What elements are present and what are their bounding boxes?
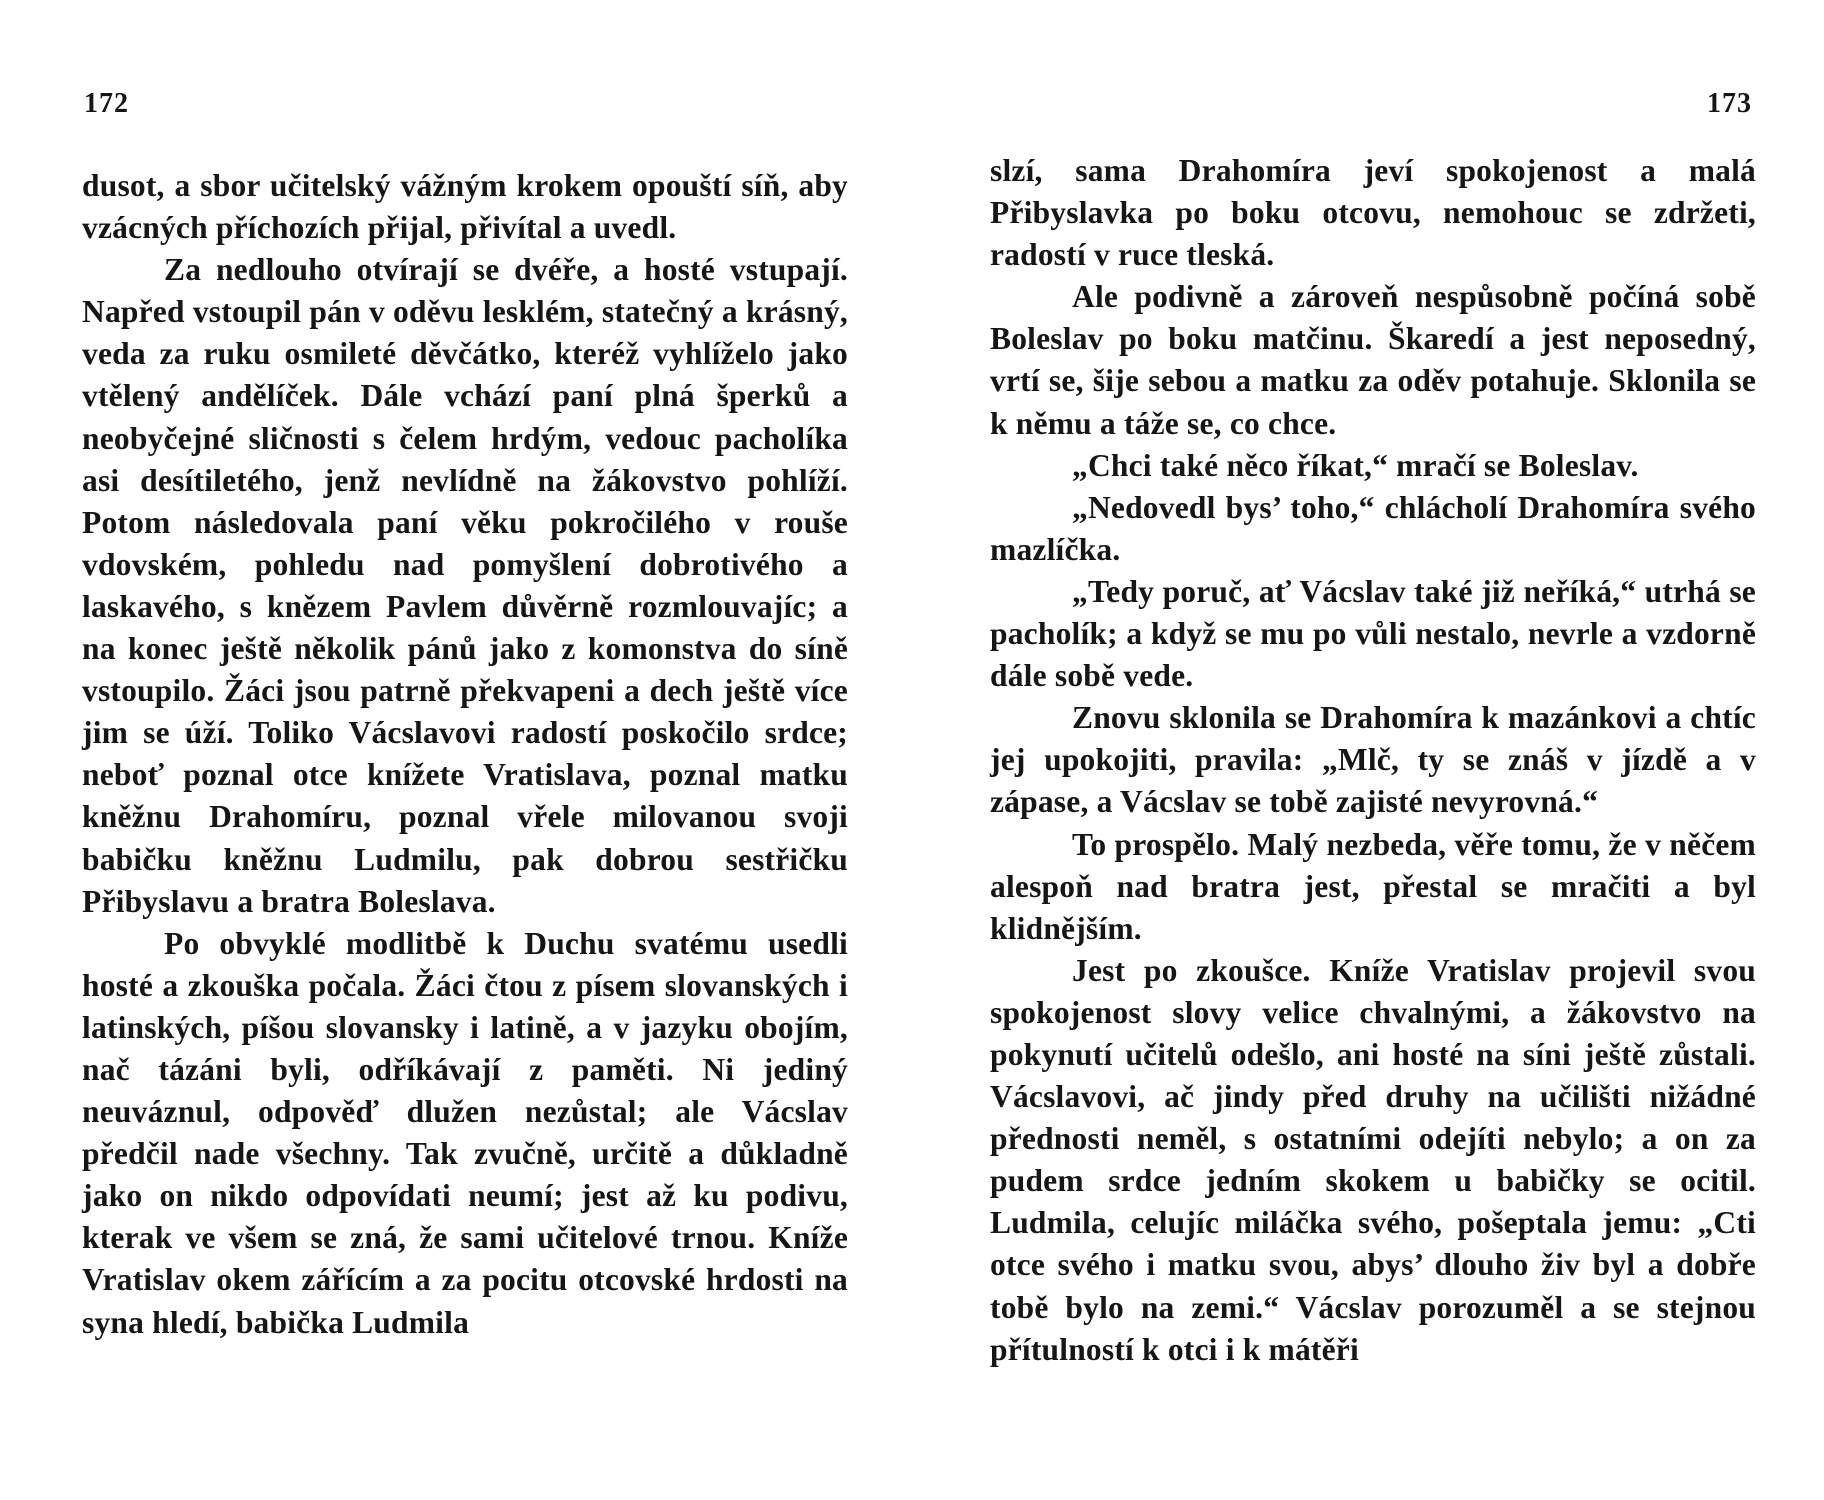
left-page-number: 172	[84, 88, 129, 119]
paragraph: Ale podivně a zároveň nespůsobně počíná sobě Boleslav po boku matčinu. Škaredí a jest neposedný, vrtí se, šije sebou a matku za oděv potahuje. Sklonila se k němu a táže se, co chce.	[990, 279, 1756, 441]
left-page-text	[82, 165, 848, 1344]
right-page-number: 173	[1707, 88, 1752, 119]
paragraph: Po obvyklé modlitbě k Duchu svatému usedli hosté a zkouška počala. Žáci čtou z písem slovanských i latinských, píšou slovansky i latině, a v jazyku obojím, nač tázáni byli, odříkávají z paměti. Ni jediný neuváznul, odpověď dlužen nezůstal; ale Vácslav předčil nade všechny. Tak zvučně, určitě a důkladně jako on nikdo odpovídati neumí; jest až ku podivu, kterak ve všem se zná, že sami učitelové trnou. Kníže Vratislav okem zářícím a za pocitu otcovské hrdosti na syna hledí, babička Ludmila	[82, 925, 848, 1340]
paragraph: „Chci také něco říkat,“ mračí se Boleslav.	[1072, 447, 1639, 483]
paragraph: Znovu sklonila se Drahomíra k mazánkovi a chtíc jej upokojiti, pravila: „Mlč, ty se znáš v jízdě a v zápase, a Vácslav se tobě zajisté nevyrovná.“	[990, 700, 1756, 820]
right-page	[912, 0, 1824, 1500]
right-page-text	[990, 150, 1756, 1371]
paragraph: „Nedovedl bys’ toho,“ chlácholí Drahomíra svého mazlíčka.	[990, 489, 1756, 567]
paragraph: Jest po zkoušce. Kníže Vratislav projevil svou spokojenost slovy velice chvalnými, a žákovstvo na pokynutí učitelů odešlo, ani hosté na síni ještě zůstali. Vácslavovi, ač jindy před druhy na učilišti nižádné přednosti neměl, s ostatními odejíti nebylo; a on za pudem srdce jedním skokem u babičky se ocitil. Ludmila, celujíc miláčka svého, pošeptala jemu: „Cti otce svého i matku svou, abys’ dlouho živ byl a dobře tobě bylo na zemi.“ Vácslav porozuměl a se stejnou přítulností k otci i k mátěři	[990, 952, 1756, 1367]
paragraph: Za nedlouho otvírají se dvéře, a hosté vstupají. Napřed vstoupil pán v oděvu lesklém, statečný a krásný, veda za ruku osmileté děvčátko, kteréž vyhlíželo jako vtělený andělíček. Dále vchází paní plná šperků a neobyčejné sličnosti s čelem hrdým, vedouc pacholíka asi desítiletého, jenž nevlídně na žákovstvo pohlíží. Potom následovala paní věku pokročilého v rouše vdovském, pohledu nad pomyšlení dobrotivého a laskavého, s knězem Pavlem důvěrně rozmlouvajíc; a na konec ještě několik pánů jako z komonstva do síně vstoupilo. Žáci jsou patrně překvapeni a dech ještě více jim se úží. Toliko Vácslavovi radostí poskočilo srdce; neboť poznal otce knížete Vratislava, poznal matku kněžnu Drahomíru, poznal vřele milovanou svoji babičku kněžnu Ludmilu, pak dobrou sestřičku Přibyslavu a bratra Boleslava.	[82, 252, 848, 919]
paragraph: dusot, a sbor učitelský vážným krokem opouští síň, aby vzácných příchozích přijal, přivítal a uvedl.	[82, 168, 848, 246]
paragraph: slzí, sama Drahomíra jeví spokojenost a malá Přibyslavka po boku otcovu, nemohouc se zdržeti, radostí v ruce tleská.	[990, 153, 1756, 273]
paragraph: „Tedy poruč, ať Vácslav také již neříká,“ utrhá se pacholík; a když se mu po vůli nestalo, nevrle a vzdorně dále sobě vede.	[990, 573, 1756, 694]
paragraph: To prospělo. Malý nezbeda, věře tomu, že v něčem alespoň nad bratra jest, přestal se mračiti a byl klidnějším.	[990, 826, 1756, 946]
